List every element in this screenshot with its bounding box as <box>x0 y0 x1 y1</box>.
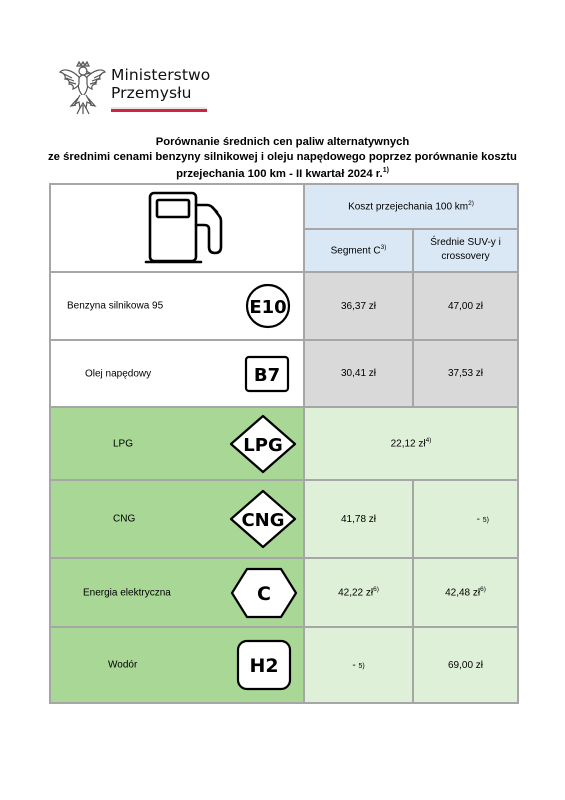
segment-c-label: Segment C <box>330 245 381 257</box>
table-row <box>50 558 518 627</box>
col-header-segment-c <box>304 229 413 273</box>
badge-label: E10 <box>249 297 287 318</box>
polish-eagle-icon <box>58 60 106 116</box>
seg-c-value: 30,41 zł <box>304 340 413 407</box>
suv-amount: 42,48 zł <box>445 587 481 599</box>
fuel-pump-cell <box>50 184 304 272</box>
flag-bar <box>111 107 207 112</box>
suv-note: 6) <box>480 586 486 594</box>
badge-label: C <box>257 582 271 605</box>
cost-header-label: Koszt przejechania 100 km <box>348 201 469 213</box>
fuel-name: LPG <box>113 438 134 449</box>
title-line-1: Porównanie średnich cen paliw alternatywnych <box>155 136 410 148</box>
table-row <box>50 407 518 480</box>
segment-c-note: 3) <box>380 244 387 252</box>
seg-c-amount: 42,22 zł <box>338 587 374 599</box>
badge-label: LPG <box>243 434 283 456</box>
document-title <box>0 135 565 182</box>
suv-value <box>413 480 518 558</box>
fuel-cell <box>50 340 304 407</box>
lpg-value: 22,12 zł <box>390 438 426 450</box>
title-line-2: ze średnimi cenami benzyny silnikowej i oleju napędowego poprzez porównanie kosztu <box>48 150 517 163</box>
e10-circle-icon <box>236 282 300 330</box>
seg-c-value: 36,37 zł <box>304 272 413 340</box>
fuel-cell <box>50 558 304 627</box>
lpg-note: 4) <box>425 437 432 445</box>
col-header-suv <box>413 229 518 273</box>
table-row <box>50 480 518 558</box>
table-row <box>50 272 518 340</box>
title-footnote-ref: 1) <box>382 167 389 175</box>
lpg-diamond-icon <box>225 412 301 476</box>
suv-value <box>413 558 518 627</box>
seg-c-value <box>304 558 413 627</box>
seg-c-value <box>304 627 413 703</box>
ministry-name-line1: Ministerstwo <box>111 66 211 84</box>
suv-note: 5) <box>482 516 490 524</box>
fuel-cell <box>50 627 304 703</box>
table-row <box>50 627 518 703</box>
cng-diamond-icon <box>225 487 301 551</box>
fuel-name: Wodór <box>108 659 138 671</box>
cost-per-100km-header <box>304 184 518 229</box>
electric-hexagon-icon <box>229 566 299 620</box>
badge-label: CNG <box>241 510 285 531</box>
cost-header-note: 2) <box>468 200 474 208</box>
fuel-pump-icon <box>51 185 305 271</box>
suv-label: Średnie SUV-y i crossovery <box>430 237 501 263</box>
seg-c-dash: - <box>352 659 356 671</box>
suv-value: 47,00 zł <box>413 272 518 340</box>
suv-value: 69,00 zł <box>413 627 518 703</box>
fuel-cell <box>50 407 304 480</box>
seg-c-value: 41,78 zł <box>304 480 413 558</box>
b7-square-icon <box>236 354 300 394</box>
ministry-name-line2: Przemysłu <box>111 84 192 102</box>
table-row <box>50 340 518 407</box>
seg-c-note: 6) <box>373 586 379 594</box>
fuel-name: Energia elektryczna <box>83 587 171 598</box>
seg-c-note: 5) <box>358 662 365 670</box>
fuel-cell <box>50 272 304 340</box>
ministry-logo <box>58 60 211 116</box>
suv-dash: - <box>476 513 480 525</box>
fuel-cell <box>50 480 304 558</box>
title-line-3: przejechania 100 km - II kwartał 2024 r. <box>176 167 383 180</box>
fuel-name: CNG <box>113 513 136 525</box>
h2-square-icon <box>229 636 299 694</box>
fuel-cost-table <box>49 183 519 704</box>
badge-label: B7 <box>253 364 281 386</box>
badge-label: H2 <box>249 655 279 677</box>
fuel-name: Benzyna silnikowa 95 <box>67 300 164 312</box>
suv-value: 37,53 zł <box>413 340 518 407</box>
fuel-name: Olej napędowy <box>85 368 152 379</box>
merged-value <box>304 407 518 480</box>
